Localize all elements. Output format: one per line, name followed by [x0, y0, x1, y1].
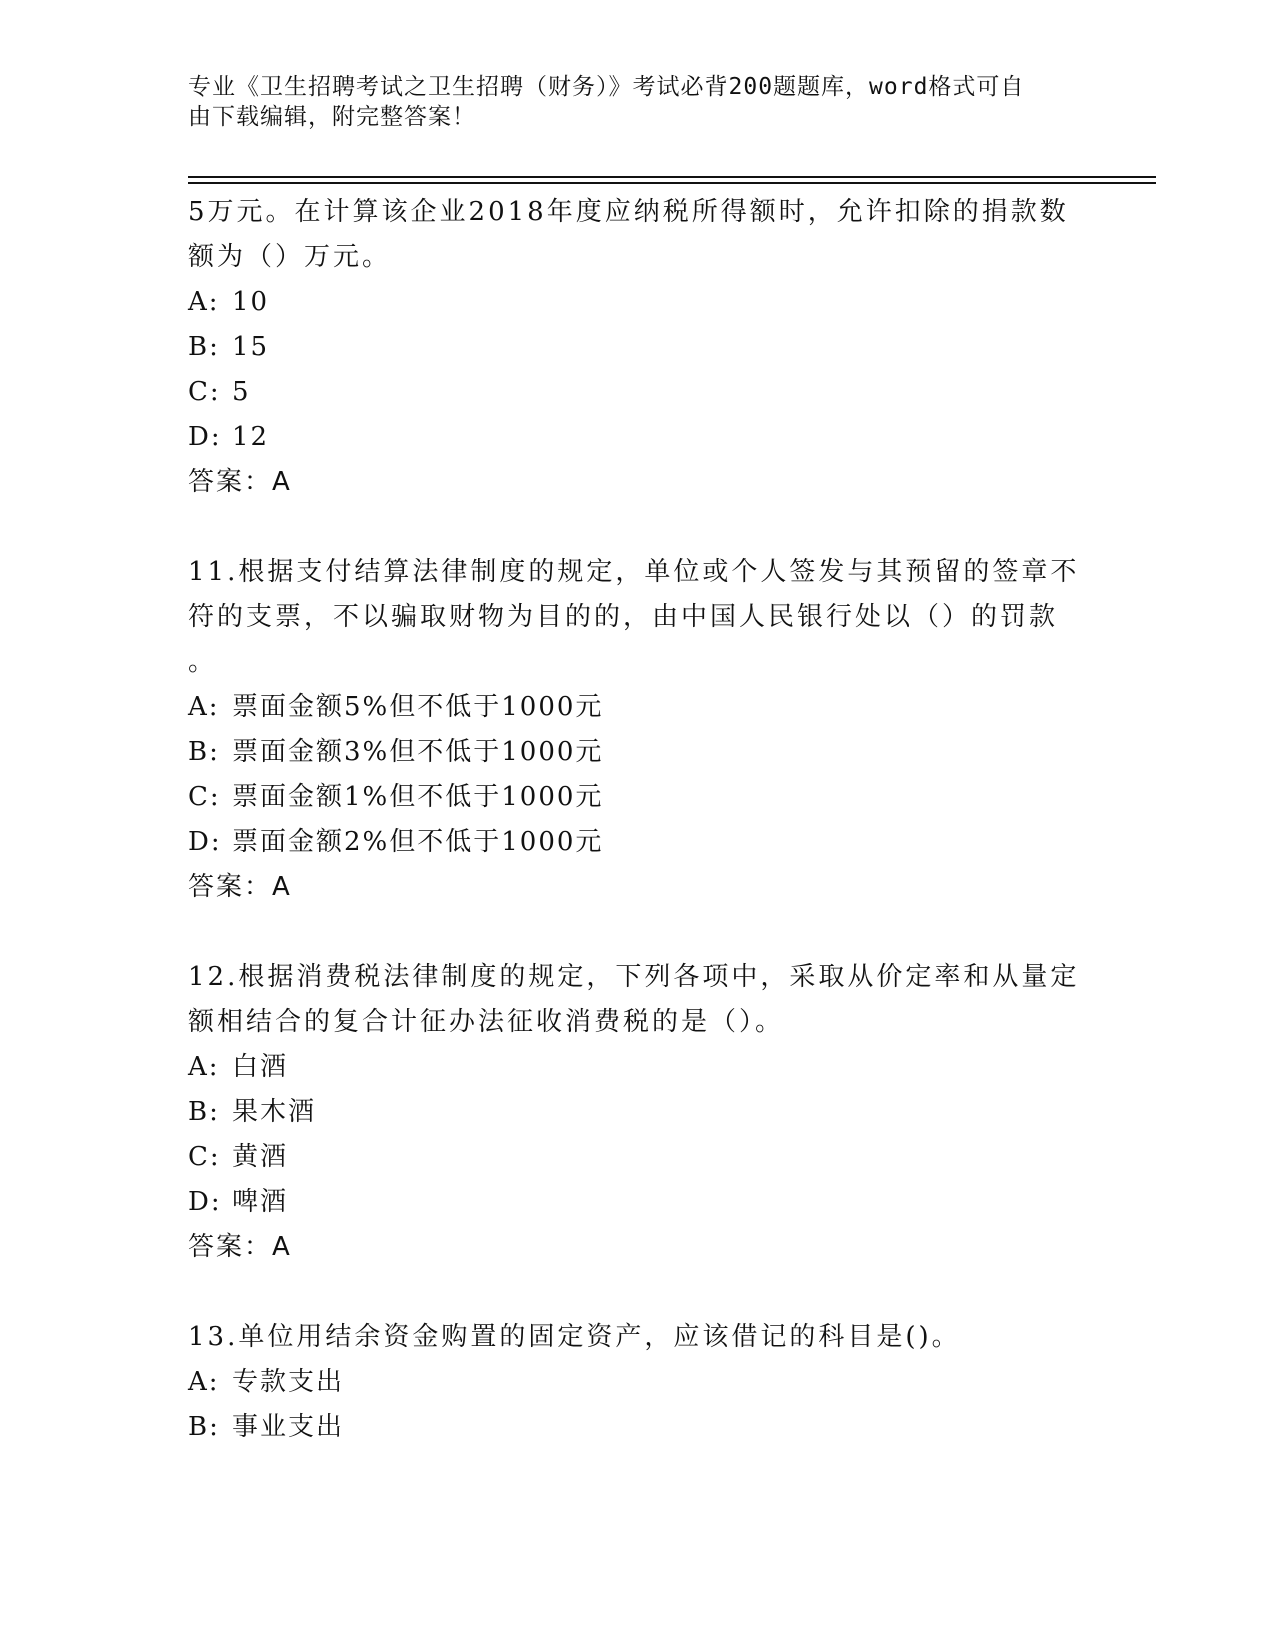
question-block — [188, 955, 1088, 1270]
question-stem-line: 11.根据支付结算法律制度的规定，单位或个人签发与其预留的签章不 — [188, 557, 1080, 587]
question-stem-line: 12.根据消费税法律制度的规定，下列各项中，采取从价定率和从量定 — [188, 962, 1080, 992]
option-c — [188, 775, 1088, 820]
header-title-line-1: 专业《卫生招聘考试之卫生招聘（财务）》考试必背200题题库，word格式可自 — [188, 74, 1025, 100]
option-letter: A: — [188, 692, 220, 722]
option-letter: C: — [188, 1142, 221, 1172]
question-stem-line: 额为（）万元。 — [188, 242, 392, 272]
option-d — [188, 820, 1088, 865]
option-b — [188, 730, 1088, 775]
document-header — [188, 72, 1068, 132]
option-text: 专款支出 — [232, 1367, 345, 1397]
option-a — [188, 280, 1088, 325]
option-c — [188, 370, 1088, 415]
header-divider-top — [188, 176, 1156, 178]
answer-line: 答案：A — [188, 467, 292, 497]
option-text: 10 — [232, 287, 270, 317]
question-list — [188, 190, 1088, 1450]
question-block — [188, 1315, 1088, 1450]
question-block — [188, 190, 1088, 505]
option-letter: C: — [188, 782, 221, 812]
question-stem-line: 13.单位用结余资金购置的固定资产，应该借记的科目是()。 — [188, 1322, 961, 1352]
option-text: 票面金额5%但不低于1000元 — [232, 692, 604, 722]
option-text: 5 — [232, 377, 251, 407]
option-text: 事业支出 — [232, 1412, 345, 1442]
option-letter: A: — [188, 1367, 220, 1397]
question-stem-line: 。 — [188, 647, 218, 677]
option-d — [188, 1180, 1088, 1225]
option-text: 黄酒 — [232, 1142, 289, 1172]
question-block — [188, 550, 1088, 910]
option-letter: C: — [188, 377, 221, 407]
option-text: 白酒 — [232, 1052, 289, 1082]
option-c — [188, 1135, 1088, 1180]
header-divider-bottom — [188, 182, 1156, 184]
option-a — [188, 1360, 1088, 1405]
option-text: 12 — [232, 422, 270, 452]
option-b — [188, 1405, 1088, 1450]
option-text: 票面金额3%但不低于1000元 — [232, 737, 604, 767]
answer-line: 答案：A — [188, 1232, 292, 1262]
option-text: 票面金额2%但不低于1000元 — [232, 827, 604, 857]
option-text: 啤酒 — [232, 1187, 289, 1217]
option-letter: D: — [188, 827, 222, 857]
option-letter: B: — [188, 1412, 220, 1442]
option-a — [188, 1045, 1088, 1090]
option-text: 票面金额1%但不低于1000元 — [232, 782, 604, 812]
option-letter: D: — [188, 422, 222, 452]
option-letter: B: — [188, 332, 220, 362]
option-text: 15 — [232, 332, 270, 362]
option-text: 果木酒 — [232, 1097, 317, 1127]
question-spacer — [188, 1270, 1088, 1315]
question-stem-line: 符的支票，不以骗取财物为目的的，由中国人民银行处以（）的罚款 — [188, 602, 1059, 632]
option-letter: D: — [188, 1187, 222, 1217]
answer-line: 答案：A — [188, 872, 292, 902]
option-a — [188, 685, 1088, 730]
option-b — [188, 1090, 1088, 1135]
header-title-line-2: 由下载编辑，附完整答案！ — [188, 104, 476, 130]
option-letter: A: — [188, 287, 220, 317]
option-d — [188, 415, 1088, 460]
question-spacer — [188, 505, 1088, 550]
question-stem-line: 5万元。在计算该企业2018年度应纳税所得额时，允许扣除的捐款数 — [188, 197, 1069, 227]
option-letter: A: — [188, 1052, 220, 1082]
question-stem-line: 额相结合的复合计征办法征收消费税的是（）。 — [188, 1007, 785, 1037]
question-spacer — [188, 910, 1088, 955]
option-letter: B: — [188, 737, 220, 767]
option-letter: B: — [188, 1097, 220, 1127]
option-b — [188, 325, 1088, 370]
